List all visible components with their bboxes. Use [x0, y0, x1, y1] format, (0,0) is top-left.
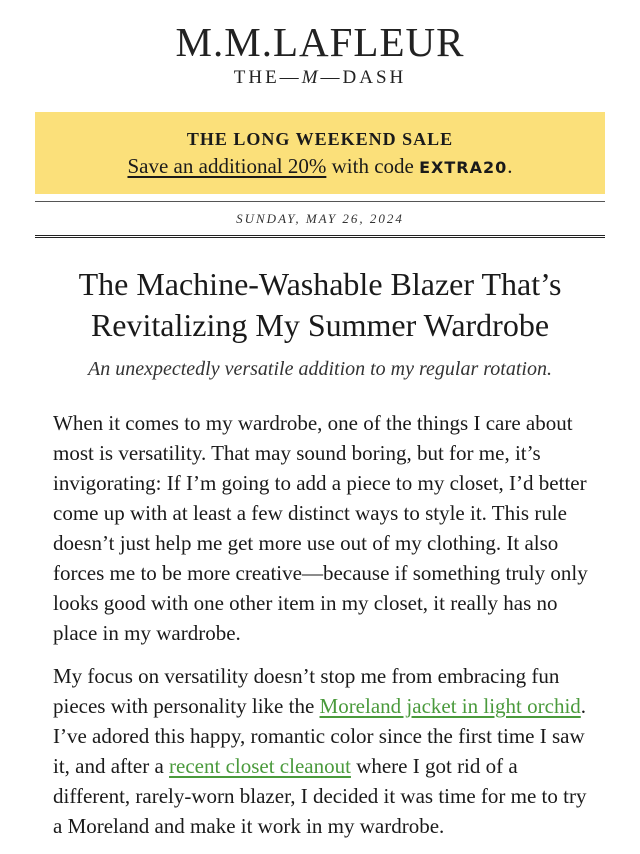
newsletter-name-m: M	[301, 67, 321, 88]
masthead	[0, 0, 640, 90]
newsletter-name-right: —DASH	[320, 67, 407, 88]
paragraph-2-text-c: where I got rid of a different, rarely-worn blazer, I decided it was time for me to try a Moreland and make it work in my wardrobe.	[53, 754, 587, 838]
article-headline: The Machine-Washable Blazer That’s Revitalizing My Summer Wardrobe	[78, 266, 562, 343]
article-paragraph-1: When it comes to my wardrobe, one of the things I care about most is versatility. That may sound boring, but for me, it’s invigorating: If I’m going to add a piece to my closet, I’d better come up with at least a few distinct ways to style it. This rule doesn’t just help me get more use out of my clothing. It also forces me to be more creative—because if something truly only looks good with one other item in my closet, it really has no place in my wardrobe.	[53, 411, 588, 645]
promo-middle-text: with code	[326, 154, 420, 178]
promo-banner[interactable]	[35, 112, 605, 194]
brand-logo[interactable]: M.M.LAFLEUR	[175, 19, 465, 65]
promo-offer	[35, 152, 605, 182]
promo-code: EXTRA20	[419, 158, 508, 177]
newsletter-name-left: THE—	[233, 67, 302, 88]
promo-title: THE LONG WEEKEND SALE	[186, 129, 454, 149]
article-body	[53, 408, 588, 854]
date-bar	[35, 201, 605, 238]
article-dek: An unexpectedly versatile addition to my regular rotation.	[88, 358, 552, 380]
paragraph-2-text-a: My focus on versatility doesn’t stop me from embracing fun pieces with personality like the	[53, 664, 560, 718]
closet-cleanout-link[interactable]: recent closet cleanout	[169, 754, 351, 778]
paragraph-2-text-b: . I’ve adored this happy, romantic color since the first time I saw it, and after a	[53, 694, 587, 778]
moreland-jacket-link[interactable]: Moreland jacket in light orchid	[319, 694, 581, 718]
promo-link[interactable]: Save an additional 20%	[127, 154, 327, 178]
issue-date: SUNDAY, MAY 26, 2024	[236, 211, 404, 226]
newsletter-name	[0, 66, 640, 90]
promo-end-text: .	[507, 154, 513, 178]
article-paragraph-2	[53, 661, 588, 841]
